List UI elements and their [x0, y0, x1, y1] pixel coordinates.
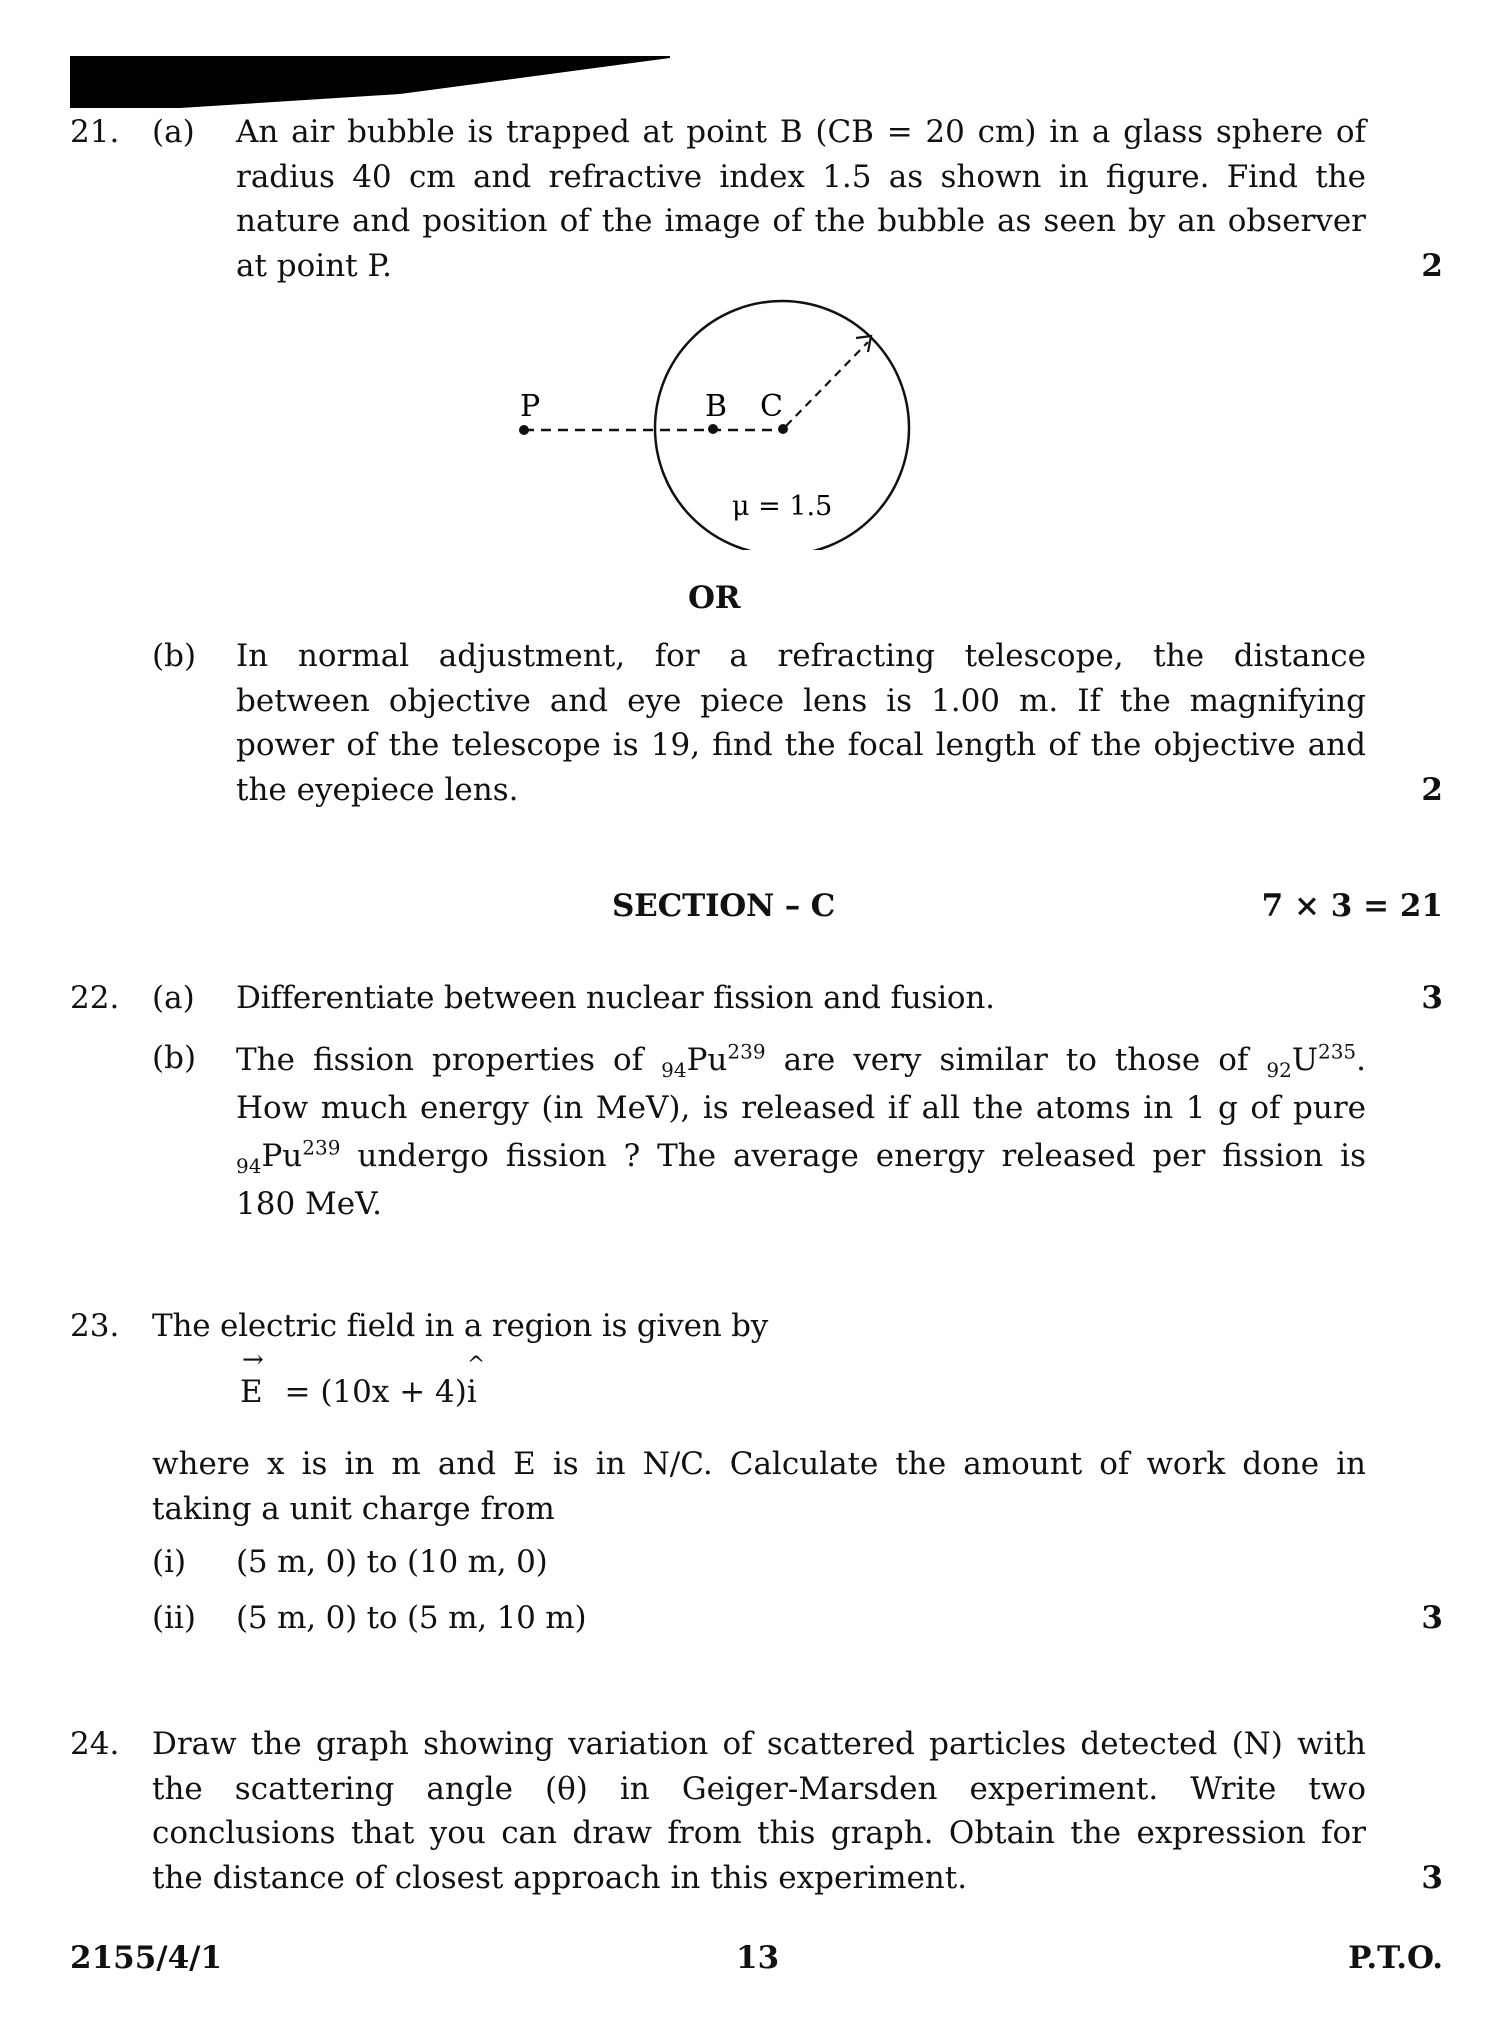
question-number-22: 22.	[70, 980, 120, 1016]
q23-part-i-text: (5 m, 0) to (10 m, 0)	[236, 1544, 548, 1580]
q22-part-b-text	[236, 1036, 1366, 1228]
q22-part-a-label: (a)	[152, 980, 195, 1016]
q23-part-ii-text: (5 m, 0) to (5 m, 10 m)	[236, 1600, 587, 1636]
q22b-line-1: The fission properties of $_{94}Pu^{239}$ are very similar to those of $_{92}U^{235}$.	[236, 1039, 1367, 1083]
q21-part-a-label: (a)	[152, 114, 195, 150]
section-c-title: SECTION – C	[612, 888, 836, 924]
q24-line-2: the scattering angle (θ) in Geiger-Marsden experiment. Write two	[152, 1770, 1366, 1807]
q24-text	[152, 1722, 1366, 1900]
point-c-dot	[778, 424, 788, 434]
glass-sphere-figure	[480, 290, 940, 550]
q23-intro: The electric field in a region is given by	[152, 1308, 769, 1344]
q23-body-text	[152, 1442, 1366, 1531]
q21a-line-3: nature and position of the image of the bubble as seen by an observer	[236, 203, 1366, 239]
q23-part-i-label: (i)	[152, 1544, 187, 1580]
q21-part-b-text	[236, 634, 1366, 812]
point-p-dot	[519, 425, 529, 435]
q23-part-ii-label: (ii)	[152, 1600, 197, 1636]
q21a-line-4: at point P.	[236, 247, 392, 284]
q22-part-a-text: Differentiate between nuclear fission and fusion.	[236, 980, 995, 1016]
electric-field-equation: → E = (10x + 4) ^ i	[240, 1345, 486, 1410]
radius-dashed-line	[786, 342, 868, 426]
please-turn-over: P.T.O.	[1348, 1940, 1443, 1976]
q22a-marks: 3	[1421, 980, 1443, 1016]
q21-part-b-label: (b)	[152, 638, 197, 674]
q21b-line-1: In normal adjustment, for a refracting telescope, the distance	[236, 638, 1366, 674]
or-separator: OR	[688, 580, 741, 616]
q21a-marks: 2	[1421, 248, 1443, 284]
page-number: 13	[736, 1940, 780, 1976]
q21b-line-3: power of the telescope is 19, find the focal length of the objective and	[236, 727, 1366, 763]
vector-arrow-icon: →	[242, 1345, 264, 1375]
q22b-line-3: $_{94}Pu^{239}$ undergo fission ? The average energy released per fission is	[236, 1135, 1366, 1179]
q24-line-4: the distance of closest approach in this experiment.	[152, 1859, 968, 1896]
q21b-marks: 2	[1421, 772, 1443, 808]
q24-line-3: conclusions that you can draw from this graph. Obtain the expression for	[152, 1815, 1366, 1851]
q24-line-1: Draw the graph showing variation of scattered particles detected (N) with	[152, 1726, 1366, 1762]
q22-part-b-label: (b)	[152, 1040, 197, 1076]
question-number-21: 21.	[70, 114, 120, 150]
section-c-marks-scheme: 7 × 3 = 21	[1261, 888, 1443, 924]
unit-vector-hat-icon: ^	[466, 1353, 486, 1378]
header-black-bar	[70, 56, 670, 108]
q21a-line-1: An air bubble is trapped at point B (CB = 20 cm) in a glass sphere of	[236, 114, 1366, 150]
q22b-line-4: 180 MeV.	[236, 1186, 382, 1222]
q21b-line-4: the eyepiece lens.	[236, 771, 519, 808]
q23-line-1: where x is in m and E is in N/C. Calculate the amount of work done in	[152, 1446, 1366, 1482]
label-c: C	[760, 389, 783, 424]
label-b: B	[705, 389, 728, 424]
q21-part-a-text	[236, 110, 1366, 288]
q21b-line-2: between objective and eye piece lens is 1.00 m. If the magnifying	[236, 682, 1366, 719]
point-b-dot	[708, 424, 718, 434]
question-number-23: 23.	[70, 1308, 120, 1344]
q22b-line-2: How much energy (in MeV), is released if all the atoms in 1 g of pure	[236, 1090, 1366, 1126]
q23-line-2: taking a unit charge from	[152, 1490, 555, 1527]
q24-marks: 3	[1421, 1860, 1443, 1896]
paper-code: 2155/4/1	[70, 1940, 223, 1976]
radius-arrow-icon	[856, 336, 871, 352]
refractive-index-label: μ = 1.5	[732, 491, 833, 522]
q23-marks: 3	[1421, 1600, 1443, 1636]
q21a-line-2: radius 40 cm and refractive index 1.5 as shown in figure. Find the	[236, 158, 1366, 195]
question-number-24: 24.	[70, 1726, 120, 1762]
label-p: P	[520, 389, 541, 424]
